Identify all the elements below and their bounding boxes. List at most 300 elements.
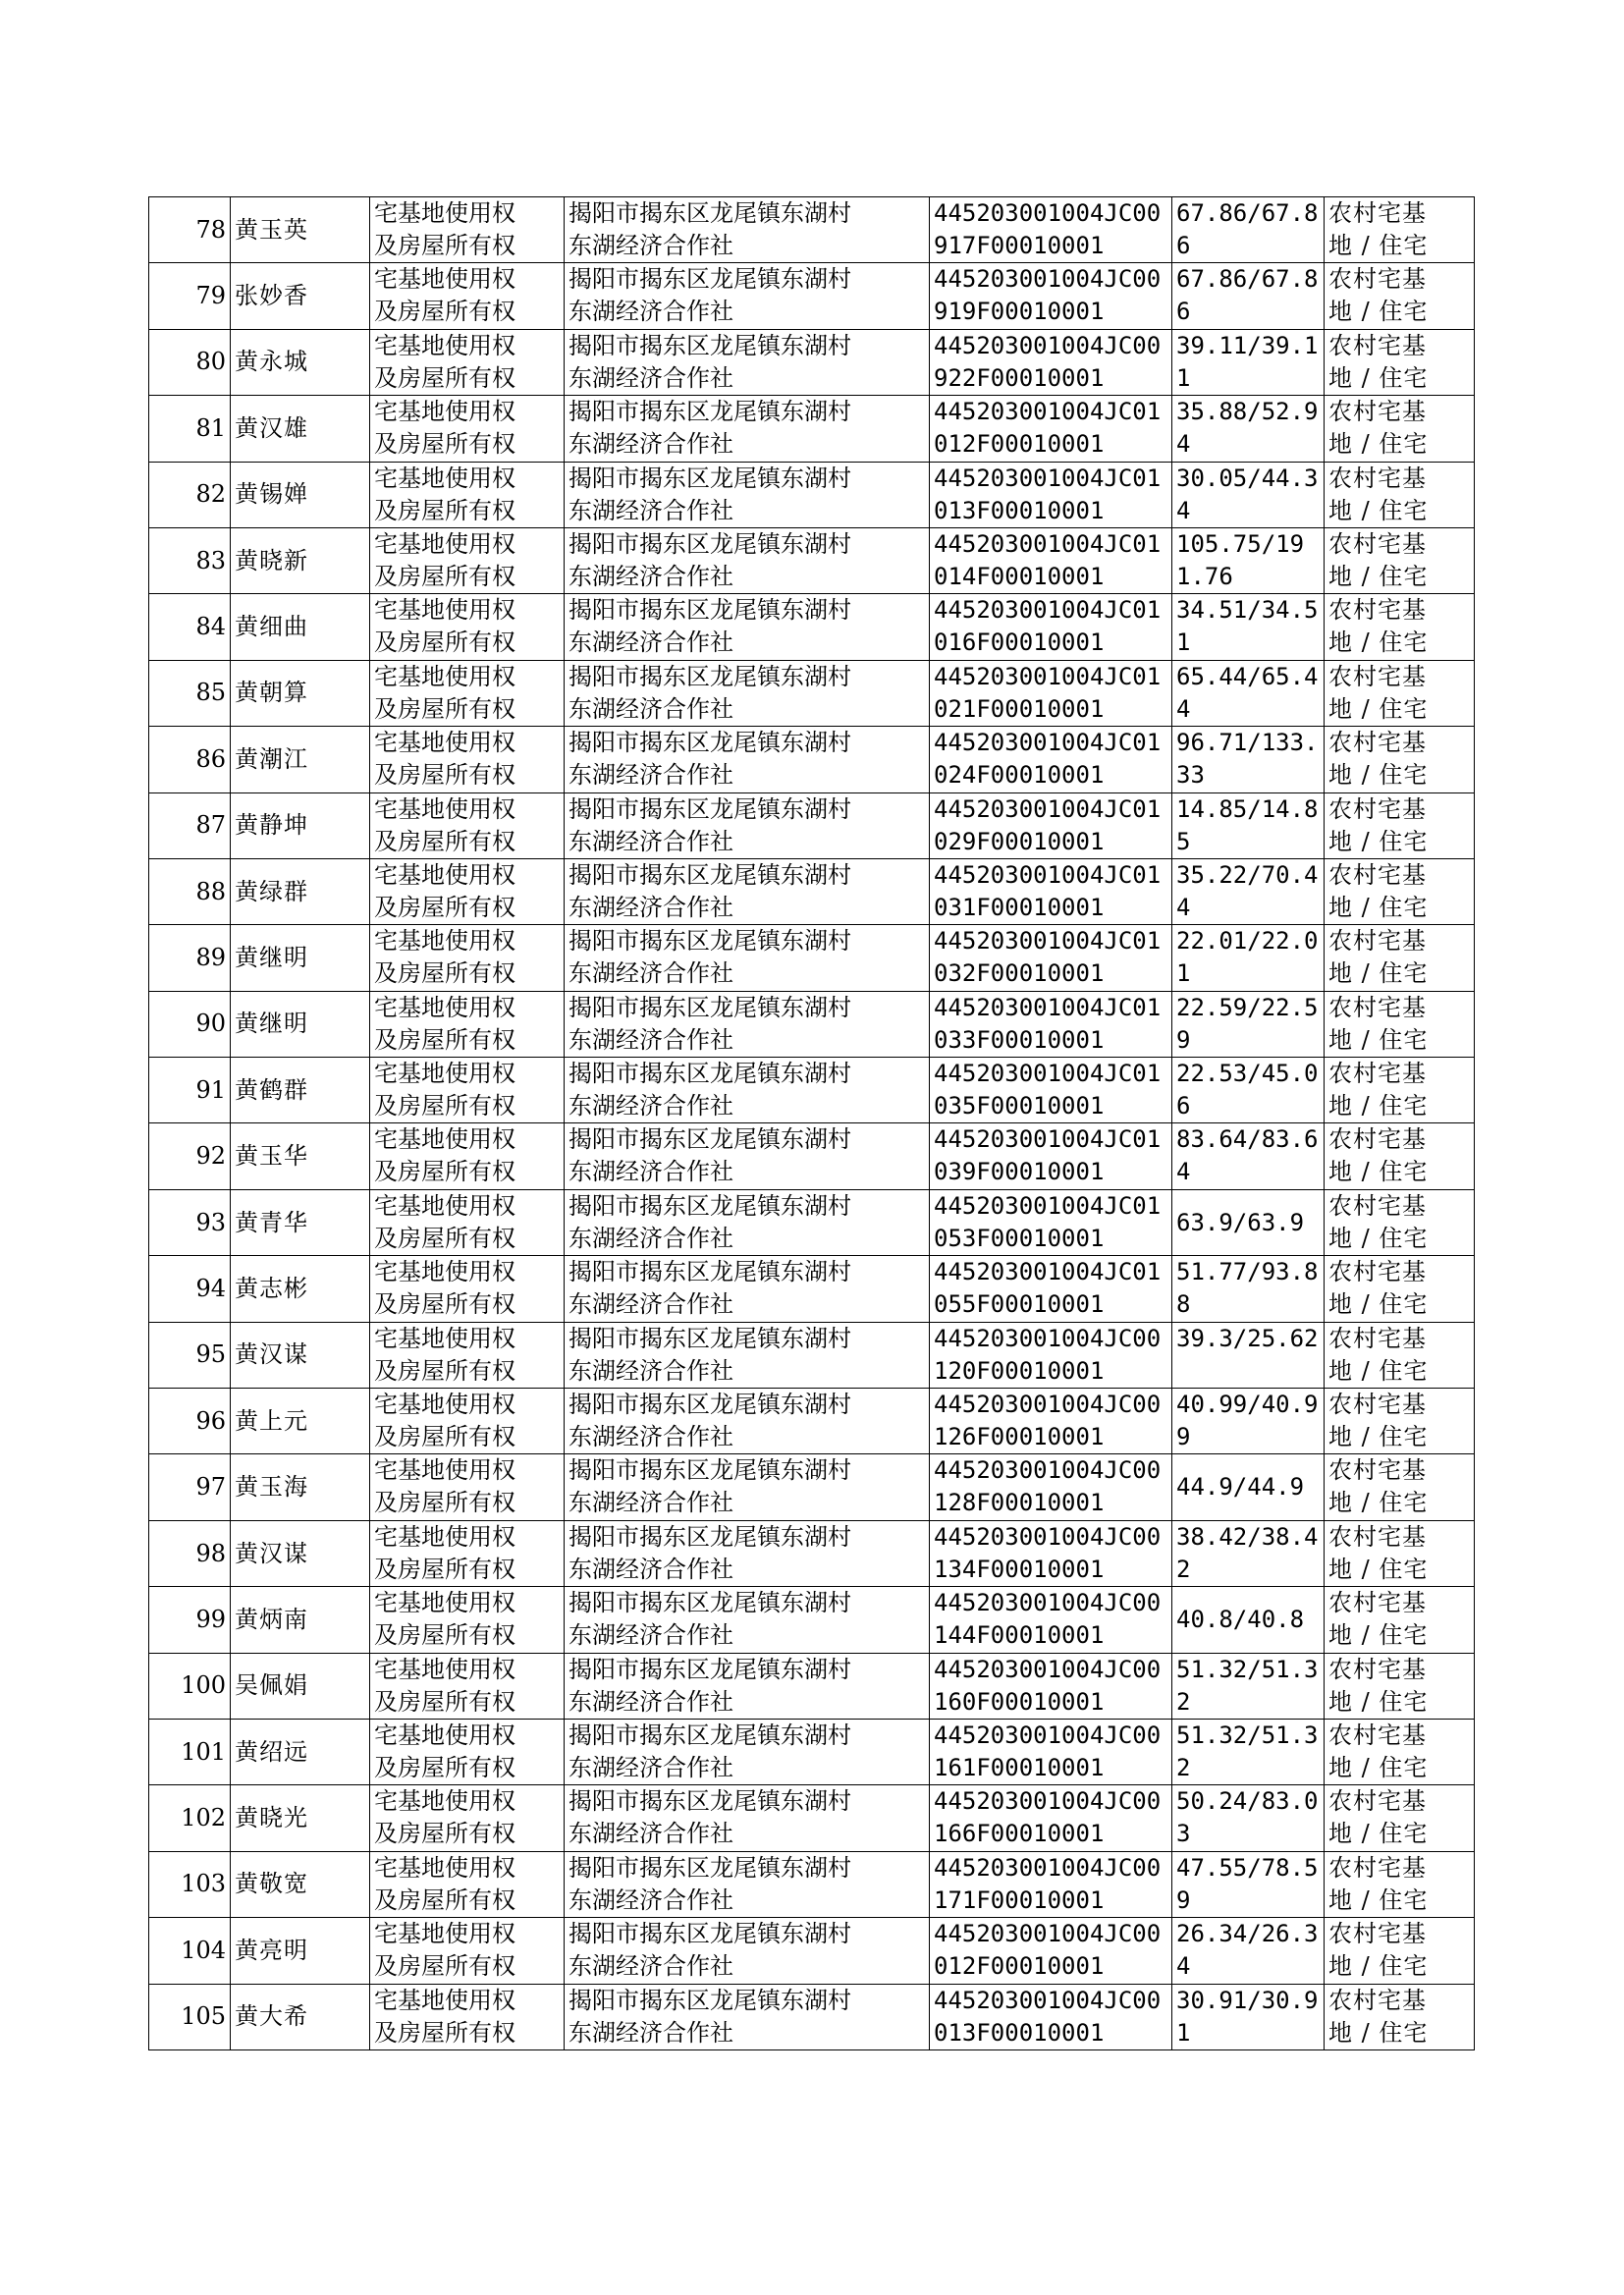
area-cell: 22.01/22.01: [1172, 925, 1325, 991]
unit-code-cell: 445203001004JC01029F00010001: [930, 792, 1172, 858]
right-type-line: 宅基地使用权: [374, 1655, 515, 1683]
property-registry-table: [148, 196, 1475, 2050]
right-type-cell: [370, 1785, 565, 1851]
land-owner-line: 东湖经济合作社: [568, 298, 733, 326]
right-type-line: 及房屋所有权: [374, 827, 515, 855]
usage-line: 地 / 住宅: [1328, 430, 1429, 459]
row-number-cell: 84: [149, 594, 231, 660]
right-type-line: 宅基地使用权: [374, 794, 515, 823]
land-owner-line: 揭阳市揭东区龙尾镇东湖村: [568, 1920, 851, 1948]
usage-cell: [1325, 1389, 1475, 1454]
usage-line: 农村宅基: [1328, 1853, 1427, 1882]
usage-cell: [1325, 727, 1475, 792]
right-type-cell: [370, 1587, 565, 1653]
usage-cell: [1325, 1322, 1475, 1388]
right-type-line: 及房屋所有权: [374, 893, 515, 921]
table-row: [149, 1058, 1475, 1123]
right-type-cell: [370, 329, 565, 395]
usage-line: 农村宅基: [1328, 1391, 1427, 1419]
owner-name-cell: 黄炳南: [231, 1587, 370, 1653]
table-body: [149, 197, 1475, 2050]
land-owner-line: 东湖经济合作社: [568, 1092, 733, 1120]
right-type-cell: [370, 1389, 565, 1454]
land-owner-cell: [565, 1851, 930, 1917]
land-owner-line: 揭阳市揭东区龙尾镇东湖村: [568, 331, 851, 359]
right-type-line: 宅基地使用权: [374, 993, 515, 1021]
usage-cell: [1325, 792, 1475, 858]
land-owner-cell: [565, 925, 930, 991]
owner-name-cell: 黄汉谋: [231, 1520, 370, 1586]
usage-line: 农村宅基: [1328, 1721, 1427, 1749]
row-number-cell: 97: [149, 1454, 231, 1520]
right-type-line: 及房屋所有权: [374, 1820, 515, 1848]
land-owner-line: 东湖经济合作社: [568, 1224, 733, 1252]
right-type-cell: [370, 925, 565, 991]
area-cell: 50.24/83.03: [1172, 1785, 1325, 1851]
land-owner-cell: [565, 1189, 930, 1255]
area-cell: 51.32/51.32: [1172, 1653, 1325, 1719]
row-number-cell: 101: [149, 1719, 231, 1784]
owner-name-cell: 黄亮明: [231, 1918, 370, 1984]
right-type-cell: [370, 858, 565, 924]
right-type-cell: [370, 1189, 565, 1255]
usage-cell: [1325, 991, 1475, 1057]
land-owner-line: 揭阳市揭东区龙尾镇东湖村: [568, 1456, 851, 1485]
right-type-line: 宅基地使用权: [374, 464, 515, 492]
right-type-cell: [370, 527, 565, 593]
right-type-cell: [370, 1918, 565, 1984]
owner-name-cell: 黄潮江: [231, 727, 370, 792]
area-cell: 22.53/45.06: [1172, 1058, 1325, 1123]
table-row: [149, 462, 1475, 527]
area-cell: 96.71/133.33: [1172, 727, 1325, 792]
land-owner-line: 揭阳市揭东区龙尾镇东湖村: [568, 1125, 851, 1154]
land-owner-line: 揭阳市揭东区龙尾镇东湖村: [568, 1986, 851, 2014]
unit-code-cell: 445203001004JC00134F00010001: [930, 1520, 1172, 1586]
right-type-line: 及房屋所有权: [374, 496, 515, 524]
usage-line: 农村宅基: [1328, 265, 1427, 294]
usage-cell: [1325, 1984, 1475, 2049]
owner-name-cell: 黄玉海: [231, 1454, 370, 1520]
usage-cell: [1325, 1058, 1475, 1123]
usage-cell: [1325, 527, 1475, 593]
usage-line: 农村宅基: [1328, 729, 1427, 757]
usage-line: 农村宅基: [1328, 1986, 1427, 2014]
land-owner-line: 东湖经济合作社: [568, 496, 733, 524]
area-cell: 67.86/67.86: [1172, 263, 1325, 329]
land-owner-line: 揭阳市揭东区龙尾镇东湖村: [568, 993, 851, 1021]
unit-code-cell: 445203001004JC01033F00010001: [930, 991, 1172, 1057]
area-cell: 39.3/25.62: [1172, 1322, 1325, 1388]
right-type-line: 及房屋所有权: [374, 1885, 515, 1914]
usage-line: 地 / 住宅: [1328, 562, 1429, 590]
usage-cell: [1325, 462, 1475, 527]
right-type-line: 宅基地使用权: [374, 529, 515, 558]
unit-code-cell: 445203001004JC01016F00010001: [930, 594, 1172, 660]
unit-code-cell: 445203001004JC01039F00010001: [930, 1123, 1172, 1189]
unit-code-cell: 445203001004JC00144F00010001: [930, 1587, 1172, 1653]
row-number-cell: 89: [149, 925, 231, 991]
land-owner-line: 揭阳市揭东区龙尾镇东湖村: [568, 464, 851, 492]
usage-line: 农村宅基: [1328, 1920, 1427, 1948]
right-type-cell: [370, 594, 565, 660]
table-row: [149, 329, 1475, 395]
right-type-cell: [370, 1984, 565, 2049]
usage-line: 农村宅基: [1328, 1522, 1427, 1551]
area-cell: 35.88/52.94: [1172, 396, 1325, 462]
usage-line: 地 / 住宅: [1328, 232, 1429, 259]
right-type-line: 宅基地使用权: [374, 860, 515, 889]
usage-line: 地 / 住宅: [1328, 1224, 1429, 1252]
right-type-line: 宅基地使用权: [374, 1721, 515, 1749]
usage-line: 地 / 住宅: [1328, 893, 1429, 921]
usage-line: 农村宅基: [1328, 199, 1427, 227]
usage-cell: [1325, 1256, 1475, 1322]
usage-line: 农村宅基: [1328, 331, 1427, 359]
unit-code-cell: 445203001004JC00126F00010001: [930, 1389, 1172, 1454]
row-number-cell: 81: [149, 396, 231, 462]
owner-name-cell: 黄敬宽: [231, 1851, 370, 1917]
right-type-line: 宅基地使用权: [374, 1191, 515, 1220]
usage-line: 农村宅基: [1328, 398, 1427, 426]
land-owner-cell: [565, 1389, 930, 1454]
area-cell: 22.59/22.59: [1172, 991, 1325, 1057]
land-owner-line: 东湖经济合作社: [568, 628, 733, 657]
area-cell: 35.22/70.44: [1172, 858, 1325, 924]
usage-line: 地 / 住宅: [1328, 1290, 1429, 1319]
unit-code-cell: 445203001004JC01035F00010001: [930, 1058, 1172, 1123]
usage-cell: [1325, 263, 1475, 329]
right-type-cell: [370, 792, 565, 858]
area-cell: 34.51/34.51: [1172, 594, 1325, 660]
land-owner-cell: [565, 396, 930, 462]
usage-cell: [1325, 329, 1475, 395]
table-row: [149, 263, 1475, 329]
usage-cell: [1325, 1653, 1475, 1719]
row-number-cell: 98: [149, 1520, 231, 1586]
row-number-cell: 83: [149, 527, 231, 593]
row-number-cell: 80: [149, 329, 231, 395]
land-owner-line: 揭阳市揭东区龙尾镇东湖村: [568, 265, 851, 294]
usage-line: 地 / 住宅: [1328, 1025, 1429, 1054]
right-type-line: 及房屋所有权: [374, 1092, 515, 1120]
right-type-line: 及房屋所有权: [374, 363, 515, 392]
usage-cell: [1325, 396, 1475, 462]
usage-line: 地 / 住宅: [1328, 496, 1429, 524]
right-type-line: 及房屋所有权: [374, 298, 515, 326]
unit-code-cell: 445203001004JC01032F00010001: [930, 925, 1172, 991]
usage-line: 农村宅基: [1328, 1060, 1427, 1088]
right-type-line: 宅基地使用权: [374, 1391, 515, 1419]
area-cell: 65.44/65.44: [1172, 660, 1325, 726]
table-row: [149, 396, 1475, 462]
right-type-cell: [370, 660, 565, 726]
area-cell: 105.75/191.76: [1172, 527, 1325, 593]
land-owner-cell: [565, 263, 930, 329]
usage-line: 地 / 住宅: [1328, 363, 1429, 392]
land-owner-line: 揭阳市揭东区龙尾镇东湖村: [568, 794, 851, 823]
unit-code-cell: 445203001004JC00120F00010001: [930, 1322, 1172, 1388]
land-owner-cell: [565, 462, 930, 527]
owner-name-cell: 黄汉雄: [231, 396, 370, 462]
usage-line: 地 / 住宅: [1328, 694, 1429, 723]
table-row: [149, 1984, 1475, 2049]
right-type-line: 宅基地使用权: [374, 662, 515, 690]
unit-code-cell: 445203001004JC01053F00010001: [930, 1189, 1172, 1255]
usage-line: 地 / 住宅: [1328, 1687, 1429, 1716]
right-type-cell: [370, 1322, 565, 1388]
land-owner-line: 揭阳市揭东区龙尾镇东湖村: [568, 1391, 851, 1419]
land-owner-cell: [565, 727, 930, 792]
unit-code-cell: 445203001004JC01021F00010001: [930, 660, 1172, 726]
right-type-line: 及房屋所有权: [374, 1158, 515, 1186]
usage-line: 地 / 住宅: [1328, 1092, 1429, 1120]
right-type-line: 及房屋所有权: [374, 1224, 515, 1252]
owner-name-cell: 张妙香: [231, 263, 370, 329]
land-owner-line: 东湖经济合作社: [568, 1952, 733, 1981]
land-owner-line: 揭阳市揭东区龙尾镇东湖村: [568, 1655, 851, 1683]
area-cell: 44.9/44.9: [1172, 1454, 1325, 1520]
unit-code-cell: 445203001004JC00160F00010001: [930, 1653, 1172, 1719]
land-owner-cell: [565, 1454, 930, 1520]
land-owner-cell: [565, 329, 930, 395]
land-owner-line: 东湖经济合作社: [568, 1621, 733, 1650]
land-owner-line: 东湖经济合作社: [568, 430, 733, 459]
usage-line: 地 / 住宅: [1328, 1489, 1429, 1517]
table-row: [149, 1389, 1475, 1454]
usage-line: 地 / 住宅: [1328, 959, 1429, 988]
right-type-line: 宅基地使用权: [374, 265, 515, 294]
table-row: [149, 1322, 1475, 1388]
usage-line: 农村宅基: [1328, 927, 1427, 956]
usage-line: 地 / 住宅: [1328, 1423, 1429, 1451]
owner-name-cell: 黄继明: [231, 925, 370, 991]
right-type-line: 宅基地使用权: [374, 1324, 515, 1352]
table-row: [149, 197, 1475, 263]
unit-code-cell: 445203001004JC01055F00010001: [930, 1256, 1172, 1322]
unit-code-cell: 445203001004JC00922F00010001: [930, 329, 1172, 395]
owner-name-cell: 黄绍远: [231, 1719, 370, 1784]
land-owner-line: 揭阳市揭东区龙尾镇东湖村: [568, 1787, 851, 1816]
row-number-cell: 102: [149, 1785, 231, 1851]
land-owner-line: 揭阳市揭东区龙尾镇东湖村: [568, 1324, 851, 1352]
row-number-cell: 86: [149, 727, 231, 792]
land-owner-cell: [565, 527, 930, 593]
land-owner-line: 东湖经济合作社: [568, 827, 733, 855]
area-cell: 51.32/51.32: [1172, 1719, 1325, 1784]
area-cell: 30.91/30.91: [1172, 1984, 1325, 2049]
unit-code-cell: 445203001004JC00166F00010001: [930, 1785, 1172, 1851]
unit-code-cell: 445203001004JC00917F00010001: [930, 197, 1172, 263]
land-owner-cell: [565, 1653, 930, 1719]
usage-line: 地 / 住宅: [1328, 761, 1429, 790]
land-owner-line: 东湖经济合作社: [568, 1423, 733, 1451]
land-owner-line: 揭阳市揭东区龙尾镇东湖村: [568, 1721, 851, 1749]
usage-line: 农村宅基: [1328, 1191, 1427, 1220]
usage-cell: [1325, 858, 1475, 924]
usage-line: 农村宅基: [1328, 1655, 1427, 1683]
land-owner-cell: [565, 1918, 930, 1984]
usage-cell: [1325, 1123, 1475, 1189]
right-type-cell: [370, 462, 565, 527]
area-cell: 47.55/78.59: [1172, 1851, 1325, 1917]
land-owner-cell: [565, 1322, 930, 1388]
table-row: [149, 1123, 1475, 1189]
usage-line: 地 / 住宅: [1328, 2018, 1429, 2047]
right-type-line: 及房屋所有权: [374, 761, 515, 790]
owner-name-cell: 黄玉英: [231, 197, 370, 263]
table-row: [149, 727, 1475, 792]
land-owner-line: 揭阳市揭东区龙尾镇东湖村: [568, 1589, 851, 1617]
usage-line: 地 / 住宅: [1328, 827, 1429, 855]
right-type-line: 宅基地使用权: [374, 1522, 515, 1551]
owner-name-cell: 黄晓光: [231, 1785, 370, 1851]
land-owner-line: 揭阳市揭东区龙尾镇东湖村: [568, 662, 851, 690]
area-cell: 63.9/63.9: [1172, 1189, 1325, 1255]
owner-name-cell: 黄永城: [231, 329, 370, 395]
usage-cell: [1325, 197, 1475, 263]
row-number-cell: 105: [149, 1984, 231, 2049]
right-type-cell: [370, 1058, 565, 1123]
right-type-line: 宅基地使用权: [374, 729, 515, 757]
table-row: [149, 991, 1475, 1057]
right-type-line: 宅基地使用权: [374, 1060, 515, 1088]
land-owner-cell: [565, 1719, 930, 1784]
usage-line: 地 / 住宅: [1328, 1621, 1429, 1650]
right-type-line: 及房屋所有权: [374, 1687, 515, 1716]
right-type-line: 及房屋所有权: [374, 1290, 515, 1319]
row-number-cell: 99: [149, 1587, 231, 1653]
row-number-cell: 87: [149, 792, 231, 858]
right-type-line: 宅基地使用权: [374, 1787, 515, 1816]
land-owner-line: 揭阳市揭东区龙尾镇东湖村: [568, 529, 851, 558]
table-row: [149, 925, 1475, 991]
owner-name-cell: 黄静坤: [231, 792, 370, 858]
right-type-line: 宅基地使用权: [374, 331, 515, 359]
land-owner-line: 揭阳市揭东区龙尾镇东湖村: [568, 860, 851, 889]
right-type-line: 及房屋所有权: [374, 562, 515, 590]
right-type-line: 及房屋所有权: [374, 1753, 515, 1781]
area-cell: 39.11/39.11: [1172, 329, 1325, 395]
usage-line: 地 / 住宅: [1328, 1952, 1429, 1981]
land-owner-cell: [565, 1058, 930, 1123]
usage-cell: [1325, 1719, 1475, 1784]
usage-line: 地 / 住宅: [1328, 1158, 1429, 1186]
table-row: [149, 1520, 1475, 1586]
right-type-line: 宅基地使用权: [374, 1589, 515, 1617]
land-owner-line: 东湖经济合作社: [568, 1489, 733, 1517]
land-owner-cell: [565, 1256, 930, 1322]
usage-line: 地 / 住宅: [1328, 298, 1429, 326]
unit-code-cell: 445203001004JC01012F00010001: [930, 396, 1172, 462]
unit-code-cell: 445203001004JC01013F00010001: [930, 462, 1172, 527]
land-owner-line: 揭阳市揭东区龙尾镇东湖村: [568, 1191, 851, 1220]
usage-cell: [1325, 1918, 1475, 1984]
usage-line: 农村宅基: [1328, 464, 1427, 492]
owner-name-cell: 黄朝算: [231, 660, 370, 726]
right-type-line: 及房屋所有权: [374, 430, 515, 459]
owner-name-cell: 黄继明: [231, 991, 370, 1057]
land-owner-line: 揭阳市揭东区龙尾镇东湖村: [568, 199, 851, 227]
area-cell: 38.42/38.42: [1172, 1520, 1325, 1586]
right-type-line: 及房屋所有权: [374, 1489, 515, 1517]
land-owner-line: 揭阳市揭东区龙尾镇东湖村: [568, 729, 851, 757]
usage-cell: [1325, 660, 1475, 726]
area-cell: 83.64/83.64: [1172, 1123, 1325, 1189]
unit-code-cell: 445203001004JC00161F00010001: [930, 1719, 1172, 1784]
right-type-line: 及房屋所有权: [374, 1025, 515, 1054]
usage-line: 地 / 住宅: [1328, 1753, 1429, 1781]
area-cell: 40.8/40.8: [1172, 1587, 1325, 1653]
land-owner-cell: [565, 1123, 930, 1189]
land-owner-cell: [565, 1587, 930, 1653]
usage-line: 农村宅基: [1328, 1258, 1427, 1286]
usage-line: 农村宅基: [1328, 529, 1427, 558]
usage-line: 农村宅基: [1328, 1456, 1427, 1485]
table-row: [149, 1189, 1475, 1255]
right-type-line: 宅基地使用权: [374, 1125, 515, 1154]
land-owner-line: 东湖经济合作社: [568, 1820, 733, 1848]
land-owner-line: 东湖经济合作社: [568, 1356, 733, 1385]
land-owner-line: 东湖经济合作社: [568, 1555, 733, 1583]
owner-name-cell: 黄绿群: [231, 858, 370, 924]
row-number-cell: 100: [149, 1653, 231, 1719]
row-number-cell: 104: [149, 1918, 231, 1984]
land-owner-line: 东湖经济合作社: [568, 1753, 733, 1781]
right-type-line: 及房屋所有权: [374, 2018, 515, 2047]
owner-name-cell: 黄志彬: [231, 1256, 370, 1322]
right-type-cell: [370, 1454, 565, 1520]
right-type-cell: [370, 727, 565, 792]
land-owner-cell: [565, 660, 930, 726]
row-number-cell: 93: [149, 1189, 231, 1255]
right-type-cell: [370, 1719, 565, 1784]
table-row: [149, 1653, 1475, 1719]
usage-line: 农村宅基: [1328, 1125, 1427, 1154]
unit-code-cell: 445203001004JC01014F00010001: [930, 527, 1172, 593]
land-owner-cell: [565, 792, 930, 858]
area-cell: 51.77/93.88: [1172, 1256, 1325, 1322]
land-owner-line: 东湖经济合作社: [568, 232, 733, 259]
right-type-cell: [370, 396, 565, 462]
usage-line: 地 / 住宅: [1328, 1820, 1429, 1848]
row-number-cell: 82: [149, 462, 231, 527]
right-type-cell: [370, 1653, 565, 1719]
right-type-line: 及房屋所有权: [374, 1621, 515, 1650]
right-type-line: 宅基地使用权: [374, 1456, 515, 1485]
right-type-line: 及房屋所有权: [374, 232, 515, 259]
table-row: [149, 594, 1475, 660]
row-number-cell: 88: [149, 858, 231, 924]
row-number-cell: 95: [149, 1322, 231, 1388]
usage-line: 地 / 住宅: [1328, 1555, 1429, 1583]
land-owner-line: 东湖经济合作社: [568, 694, 733, 723]
owner-name-cell: 吴佩娟: [231, 1653, 370, 1719]
usage-cell: [1325, 1587, 1475, 1653]
table-row: [149, 527, 1475, 593]
unit-code-cell: 445203001004JC00919F00010001: [930, 263, 1172, 329]
land-owner-cell: [565, 1520, 930, 1586]
land-owner-line: 揭阳市揭东区龙尾镇东湖村: [568, 596, 851, 625]
right-type-line: 及房屋所有权: [374, 1952, 515, 1981]
right-type-line: 及房屋所有权: [374, 959, 515, 988]
row-number-cell: 96: [149, 1389, 231, 1454]
right-type-cell: [370, 1520, 565, 1586]
land-owner-line: 东湖经济合作社: [568, 1885, 733, 1914]
land-owner-line: 揭阳市揭东区龙尾镇东湖村: [568, 927, 851, 956]
owner-name-cell: 黄大希: [231, 1984, 370, 2049]
land-owner-line: 东湖经济合作社: [568, 1158, 733, 1186]
